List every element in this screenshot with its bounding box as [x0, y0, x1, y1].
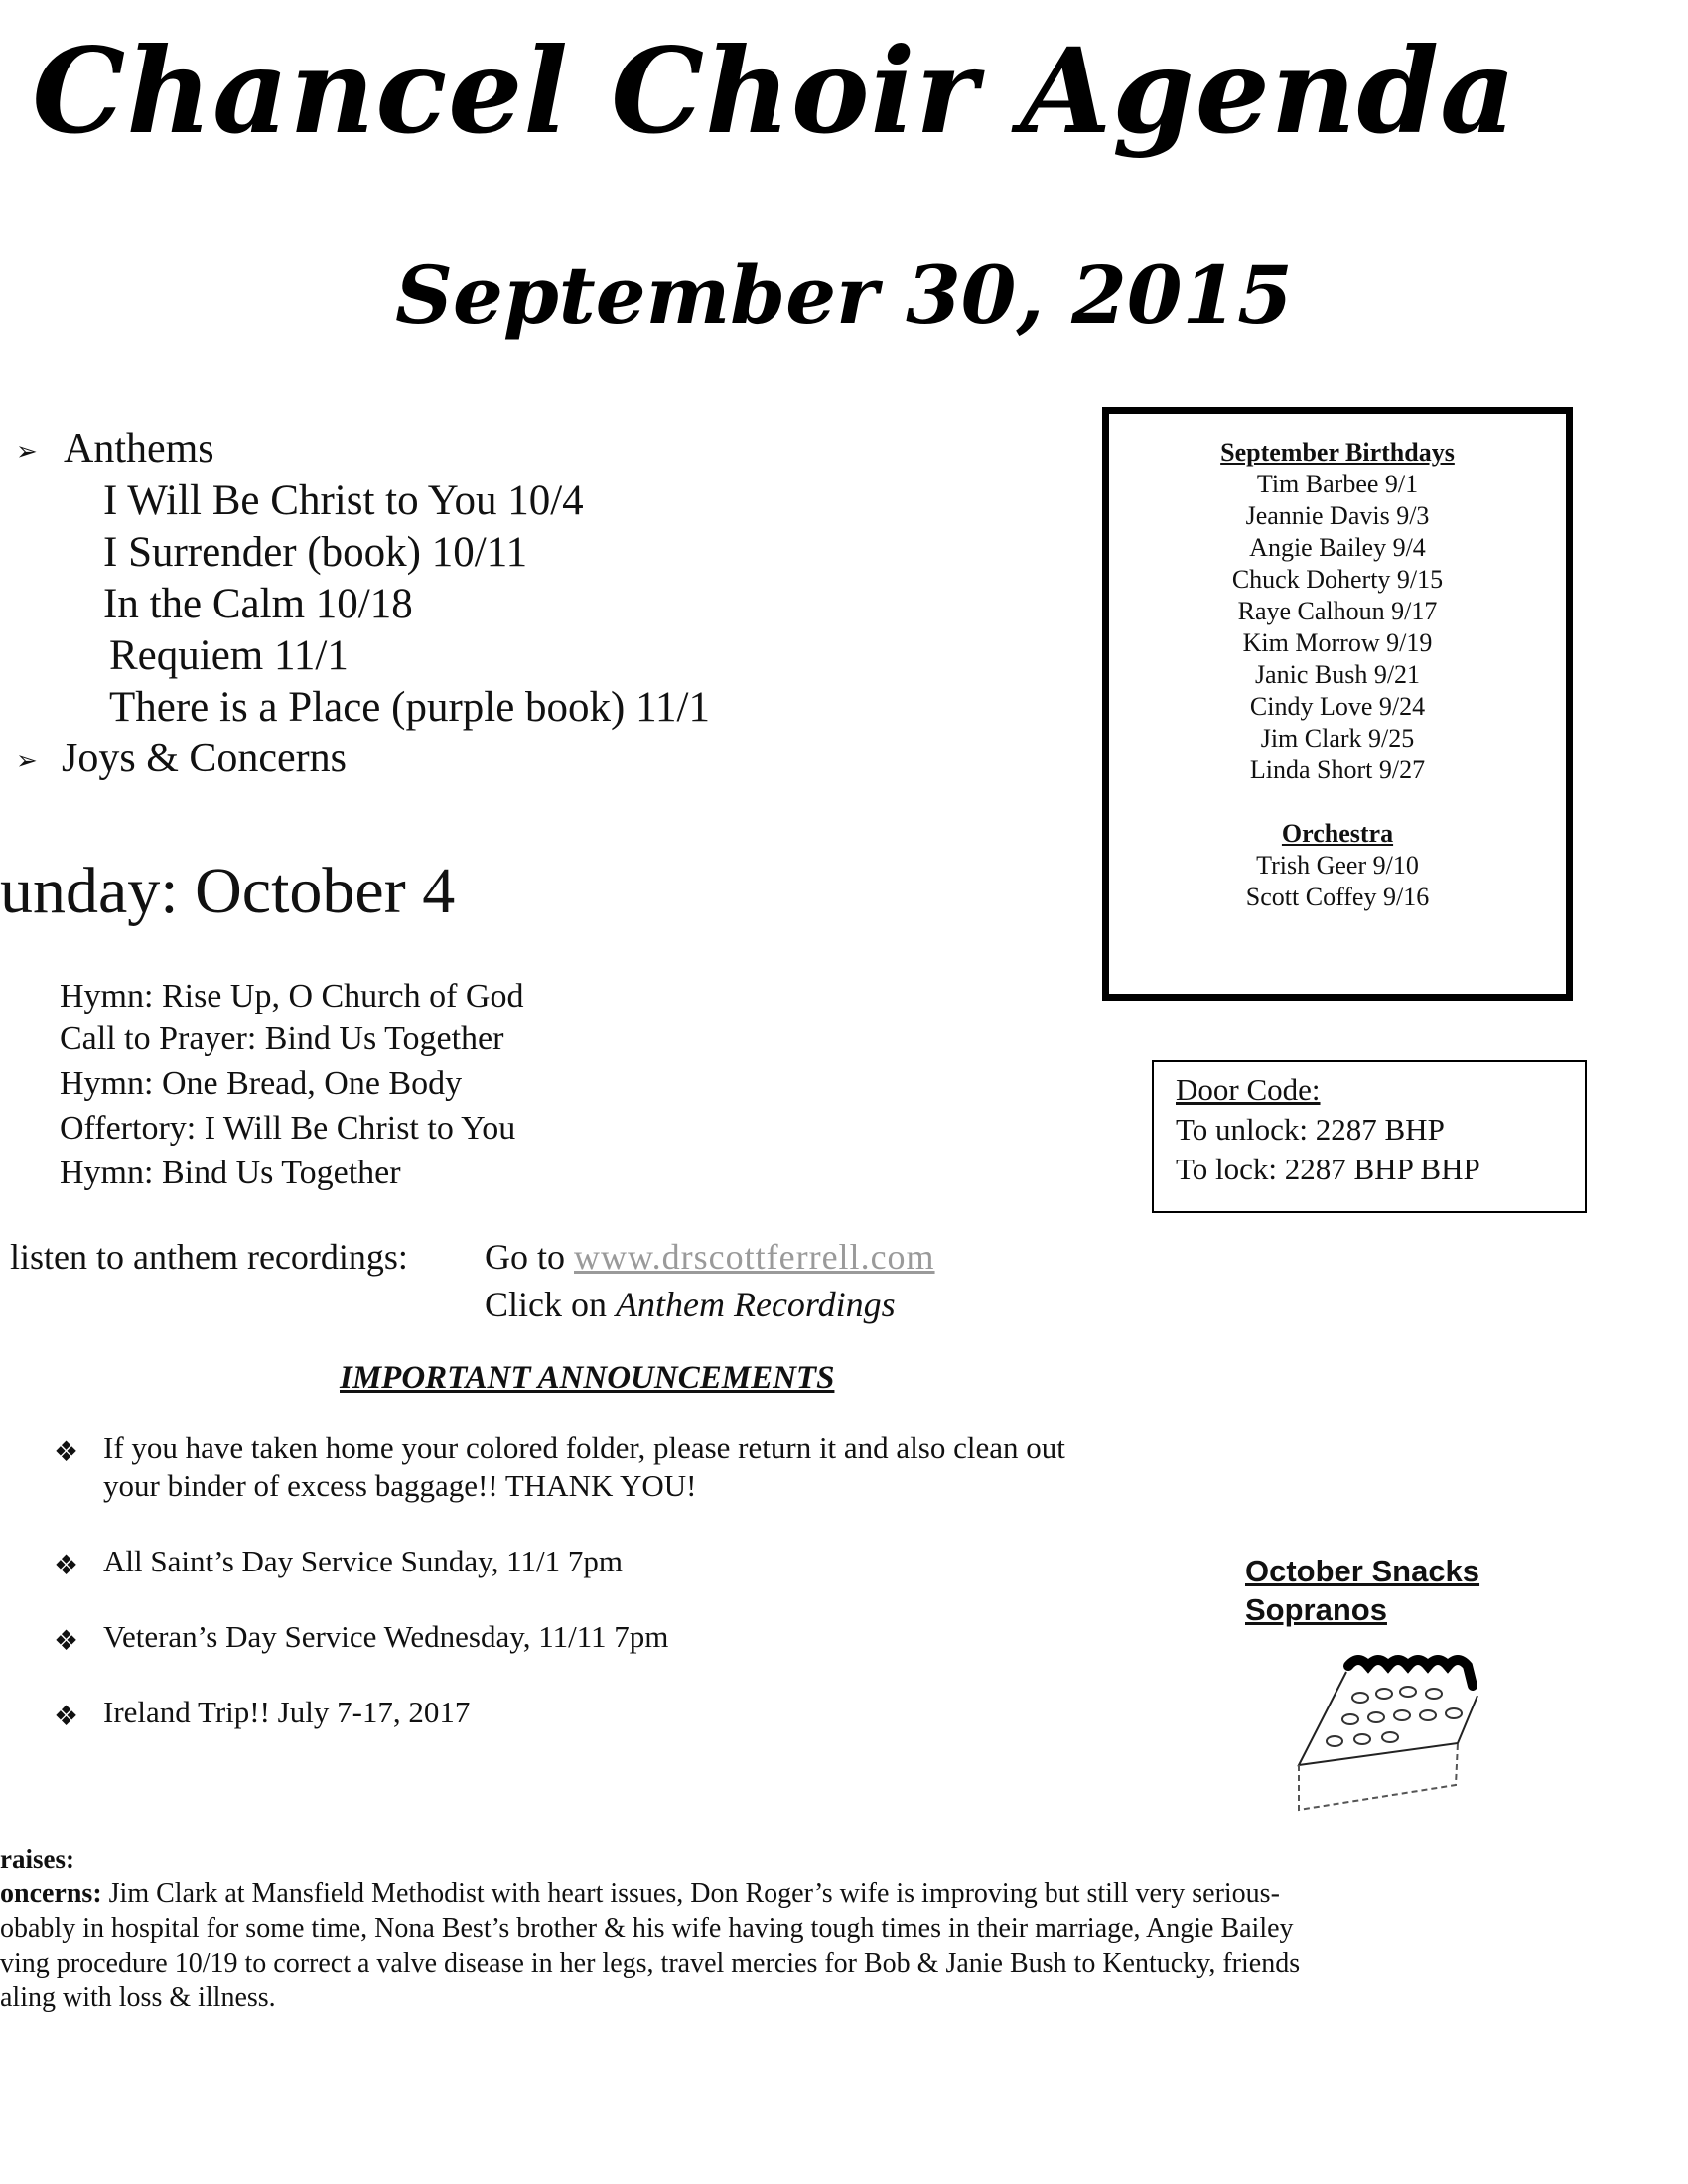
page-title: Chancel Choir Agenda: [32, 22, 1517, 160]
arrow-bullet-icon: ➢: [16, 437, 38, 466]
birthday-item: Linda Short 9/27: [1249, 755, 1426, 784]
goto-prefix: Go to: [485, 1237, 574, 1277]
orchestra-item: Trish Geer 9/10: [1256, 851, 1419, 880]
birthdays-box: [1102, 407, 1573, 1001]
service-item: Hymn: Bind Us Together: [60, 1155, 401, 1191]
recordings-goto: [485, 1236, 935, 1278]
pie-slice-icon: [1289, 1636, 1497, 1835]
birthday-item: Tim Barbee 9/1: [1256, 470, 1419, 498]
anthem-item: Requiem 11/1: [109, 632, 349, 679]
announcement-item: Ireland Trip!! July 7-17, 2017: [103, 1695, 471, 1729]
joys-concerns-heading: Joys & Concerns: [62, 736, 347, 781]
birthdays-heading: September Birthdays: [1220, 438, 1455, 467]
arrow-bullet-icon: ➢: [16, 747, 38, 775]
anthem-item: I Surrender (book) 10/11: [103, 529, 528, 576]
birthday-item: Jim Clark 9/25: [1260, 724, 1415, 752]
door-code-heading: Door Code:: [1176, 1072, 1321, 1107]
anthem-item: In the Calm 10/18: [103, 581, 413, 627]
service-item: Call to Prayer: Bind Us Together: [60, 1021, 504, 1057]
announcement-item: Veteran’s Day Service Wednesday, 11/11 7pm: [103, 1619, 669, 1654]
sunday-heading: unday: October 4: [0, 855, 456, 927]
snacks-group: Sopranos: [1245, 1592, 1387, 1627]
diamond-bullet-icon: ❖: [54, 1437, 79, 1468]
concerns-line: ving procedure 10/19 to correct a valve disease in her legs, travel mercies for Bob & Janie Bush to Kentucky, friends: [0, 1948, 1301, 1979]
recordings-label: listen to anthem recordings:: [10, 1237, 408, 1277]
birthday-item: Angie Bailey 9/4: [1249, 533, 1426, 562]
service-item: Hymn: One Bread, One Body: [60, 1065, 463, 1102]
click-prefix: Click on: [485, 1285, 616, 1324]
birthday-item: Janic Bush 9/21: [1254, 660, 1421, 689]
anthem-recordings-link: Anthem Recordings: [616, 1285, 896, 1324]
anthem-item: There is a Place (purple book) 11/1: [109, 684, 710, 731]
concerns-text: Jim Clark at Mansfield Methodist with heart issues, Don Roger’s wife is improving but still very serious-: [101, 1878, 1280, 1909]
snacks-heading: October Snacks: [1245, 1554, 1480, 1588]
birthday-item: Raye Calhoun 9/17: [1237, 597, 1438, 625]
recordings-click: [485, 1284, 896, 1325]
birthday-item: Kim Morrow 9/19: [1242, 628, 1433, 657]
diamond-bullet-icon: ❖: [54, 1626, 79, 1657]
service-item: Offertory: I Will Be Christ to You: [60, 1110, 516, 1147]
orchestra-heading: Orchestra: [1281, 819, 1394, 848]
concerns-label: oncerns:: [0, 1878, 102, 1909]
agenda-date: September 30, 2015: [395, 248, 1293, 341]
birthday-item: Cindy Love 9/24: [1249, 692, 1426, 721]
concerns-line: obably in hospital for some time, Nona Best’s brother & his wife having tough times in their marriage, Angie Bailey: [0, 1913, 1294, 1944]
service-item: Hymn: Rise Up, O Church of God: [60, 978, 524, 1015]
birthday-item: Jeannie Davis 9/3: [1245, 501, 1430, 530]
concerns-line: aling with loss & illness.: [0, 1982, 276, 2013]
door-lock: To lock: 2287 BHP BHP: [1176, 1152, 1480, 1186]
door-code-box: [1152, 1060, 1587, 1213]
birthday-item: Chuck Doherty 9/15: [1231, 565, 1444, 594]
announcement-item: If you have taken home your colored folder, please return it and also clean out your binder of excess baggage!! THANK YOU!: [103, 1431, 1065, 1503]
concerns-line: [0, 1878, 1280, 1910]
praises-label: raises:: [0, 1844, 74, 1874]
diamond-bullet-icon: ❖: [54, 1702, 79, 1732]
website-link[interactable]: www.drscottferrell.com: [574, 1237, 935, 1277]
announcement-item: All Saint’s Day Service Sunday, 11/1 7pm: [103, 1544, 623, 1578]
anthems-heading: Anthems: [64, 426, 214, 472]
door-unlock: To unlock: 2287 BHP: [1176, 1112, 1445, 1147]
diamond-bullet-icon: ❖: [54, 1551, 79, 1581]
announcements-heading: IMPORTANT ANNOUNCEMENTS: [340, 1360, 835, 1396]
orchestra-item: Scott Coffey 9/16: [1245, 883, 1430, 911]
anthem-item: I Will Be Christ to You 10/4: [103, 478, 584, 524]
